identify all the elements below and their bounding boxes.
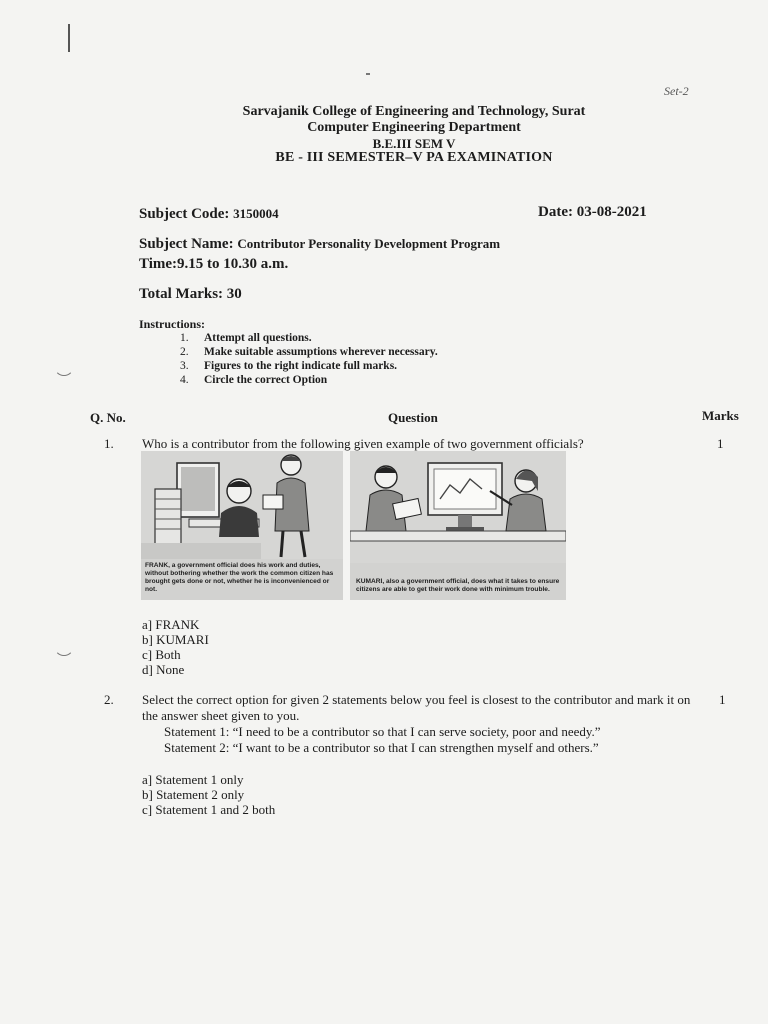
question-2-marks: 1 (719, 692, 726, 707)
question-2-text: Select the correct option for given 2 statements below you feel is closest to the contributor and mark it on the answer sheet given to you. (142, 692, 691, 723)
kumari-cartoon-art (350, 451, 566, 563)
instruction-item: 4. Circle the correct Option (180, 374, 328, 386)
college-name: Sarvajanik College of Engineering and Technology, Surat (242, 104, 586, 119)
question-1-marks: 1 (717, 436, 724, 451)
frank-cartoon-art (141, 451, 343, 559)
column-header-question: Question (388, 410, 438, 425)
question-2-number: 2. (104, 692, 114, 707)
frank-illustration (141, 451, 343, 600)
instructions-title: Instructions: (139, 317, 206, 331)
option-a: a] FRANK (142, 617, 200, 632)
question-1-text: Who is a contributor from the following given example of two government officials? (142, 436, 584, 451)
option-d: d] None (142, 662, 185, 677)
instructions-list (180, 331, 438, 387)
kumari-illustration (350, 451, 566, 600)
statement-1: Statement 1: “I need to be a contributor so that I can serve society, poor and needy.” (164, 724, 601, 739)
punch-hole-mark (54, 636, 74, 656)
total-marks: Total Marks: 30 (139, 286, 242, 302)
set-label: Set-2 (664, 84, 689, 98)
exam-time: Time:9.15 to 10.30 a.m. (139, 256, 289, 272)
instruction-item: 1. Attempt all questions. (180, 332, 312, 344)
option-b: b] Statement 2 only (142, 787, 245, 802)
date-label: Date: (538, 204, 573, 220)
department-name: Computer Engineering Department (307, 120, 521, 135)
question-2-options (142, 772, 275, 817)
punch-hole-mark (54, 356, 74, 376)
frank-caption: FRANK, a government official does his work and duties, without bothering whether the work the common citizen has brought gets done or not, whether he is inconvenienced or not. (145, 562, 334, 593)
exam-date (538, 204, 647, 221)
exam-title: BE - III SEMESTER–V PA EXAMINATION (275, 150, 553, 165)
question-1-number: 1. (104, 436, 114, 451)
column-header-marks: Marks (702, 408, 739, 423)
subject-name (139, 236, 500, 253)
option-a: a] Statement 1 only (142, 772, 244, 787)
kumari-caption: KUMARI, also a government official, does what it takes to ensure citizens are able to get their work done with minimum trouble. (356, 578, 560, 593)
option-b: b] KUMARI (142, 632, 209, 647)
margin-mark (68, 24, 70, 52)
class-name: B.E.III SEM V (372, 136, 456, 151)
option-c: c] Both (142, 647, 181, 662)
instruction-item: 3. Figures to the right indicate full marks. (180, 360, 398, 372)
subject-name-value: Contributor Personality Development Program (237, 236, 501, 251)
column-header-qno: Q. No. (90, 410, 126, 425)
date-value: 03-08-2021 (576, 204, 647, 220)
option-c: c] Statement 1 and 2 both (142, 802, 276, 817)
statement-2: Statement 2: “I want to be a contributor so that I can strengthen myself and others.” (164, 740, 599, 755)
question-1-options (142, 617, 209, 677)
subject-name-label: Subject Name: (139, 236, 234, 252)
scan-speck (366, 73, 370, 75)
subject-code-value: 3150004 (233, 206, 279, 221)
subject-code-label: Subject Code: (139, 206, 230, 222)
instruction-item: 2. Make suitable assumptions wherever necessary. (180, 346, 438, 358)
subject-code (139, 206, 279, 223)
